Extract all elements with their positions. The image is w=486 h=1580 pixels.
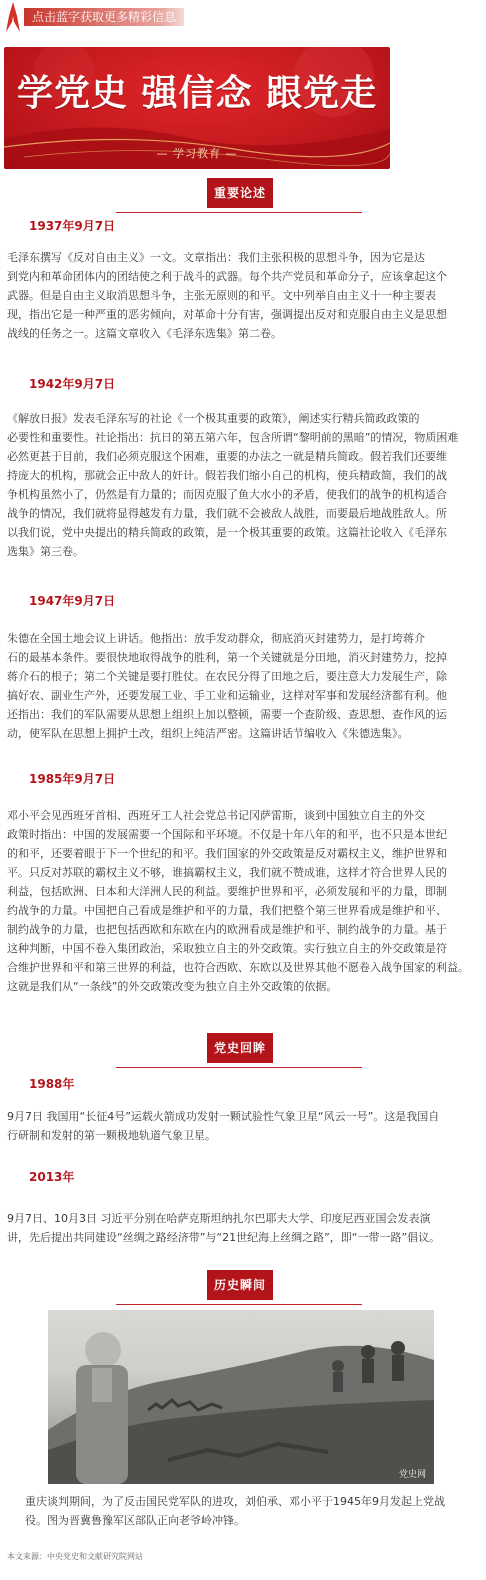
entry-paragraph: 《解放日报》发表毛泽东写的社论《一个极其重要的政策》，阐述实行精兵简政政策的 必要性和重要性。社论指出：抗日的第五第六年，包含所谓“黎明前的黑暗”的情况，物质困难 必然更甚于目前，我们必须克服这个困难，重要的办法之一就是精兵简政。假若我们还要维 持庞大的机构，那就会正中敌人的奸计。假若我们缩小自己的机构，使兵精政简，我们的战 争机构虽然小了，仍然是有力量的；而因克服了鱼大水小的矛盾，使我们的战争的机构适合 战争的情况，我们就将显得越发有力量，我们就不会被敌人战胜，而要最后地战胜敌人。所 以我们说，党中央提出的精兵简政的政策，是一个极其重要的政策。这篇社论收入《毛泽东 选集》第三卷。 <box>7 412 459 558</box>
entry-paragraph: 9月7日 我国用“长征4号”运载火箭成功发射一颗试验性气象卫星“风云一号”。这是我国自 行研制和发射的第一颗极地轨道气象卫星。 <box>7 1110 440 1142</box>
section-header-moment <box>0 1270 486 1306</box>
section-underline <box>116 212 362 213</box>
section-underline <box>116 1304 362 1305</box>
hero-banner <box>4 47 390 169</box>
entry-date: 1947年9月7日 <box>29 594 116 608</box>
photo-illustration <box>48 1310 434 1484</box>
section-badge: 历史瞬间 <box>207 1270 273 1300</box>
entry-paragraph: 邓小平会见西班牙首相、西班牙工人社会党总书记冈萨雷斯，谈到中国独立自主的外交 政策时指出：中国的发展需要一个国际和平环境。不仅是十年八年的和平，也不只是本世纪 的和平，还要着眼于下一个世纪的和平。我们国家的外交政策是反对霸权主义，维护世界和 平。只反对苏联的霸权主义不够，谁搞霸权主义，我们就不赞成谁，这样才符合世界人民的 利益，包括欧洲、日本和大洋洲人民的利益。要维护世界和平，必须发展和平的力量，即制 约战争的力量。中国把自己看成是维护和平的力量，我们把整个第三世界看成是维护和平、 制约战争的力量，也把包括西欧和东欧在内的欧洲看成是维护和平、制约战争的力量。基于 这种判断，中国不卷入集团政治，采取独立自主的外交政策。实行独立自主的外交政策是符 合维护世界和平和第三世界的利益，也符合西欧、东欧以及世界其他不愿卷入战争国家的利益。 这就是我们从“一条线”的外交政策改变为独立自主外交政策的依据。 <box>7 809 469 993</box>
photo-caption: 重庆谈判期间，为了反击国民党军队的进攻，刘伯承、邓小平于1945年9月发起上党战 役。图为晋冀鲁豫军区部队正向老爷岭冲锋。 <box>25 1495 445 1527</box>
entry-date: 1988年 <box>29 1077 75 1091</box>
section-header-review <box>0 1033 486 1069</box>
banner-subtitle: — 学习教育 — <box>156 147 238 160</box>
banner-title: 学党史 强信念 跟党走 <box>16 72 378 114</box>
section-header-important <box>0 178 486 214</box>
follow-prompt[interactable]: 点击蓝字获取更多精彩信息 <box>24 8 184 26</box>
entry-paragraph: 朱德在全国土地会议上讲话。他指出：放手发动群众，彻底消灭封建势力，是打垮蒋介 石的最基本条件。要很快地取得战争的胜利，第一个关键就是分田地，消灭封建势力，挖掉 蒋介石的根子；第二个关键是要打胜仗。在农民分得了田地之后，要注意大力发展生产，除 搞好农、副业生产外，还要发展工业、手工业和运输业，这样对军事和发展经济都有利。他 还指出：我们的军队需要从思想上组织上加以整顿，需要一个查阶级、查思想、查作风的运 动，使军队在思想上拥护土改，组织上纯洁严密。这篇讲话节编收入《朱德选集》。 <box>7 632 447 740</box>
entry-date: 2013年 <box>29 1170 75 1184</box>
historical-photo <box>48 1310 434 1484</box>
photo-watermark: 党史网 <box>398 1470 426 1480</box>
entry-paragraph: 毛泽东撰写《反对自由主义》一文。文章指出：我们主张积极的思想斗争，因为它是达 到党内和革命团体内的团结使之利于战斗的武器。每个共产党员和革命分子，应该拿起这个 武器。但是自由主义取消思想斗争，主张无原则的和平。文中列举自由主义十一种主要表 现，指出它是一种严重的恶劣倾向，对革命十分有害，强调提出反对和克服自由主义是思想 战线的任务之一。这篇文章收入《毛泽东选集》第二卷。 <box>7 251 447 340</box>
source-note: 本文来源：中央党史和文献研究院网站 <box>7 1552 143 1561</box>
section-badge: 重要论述 <box>207 178 273 208</box>
entry-date: 1985年9月7日 <box>29 772 116 786</box>
entry-date: 1942年9月7日 <box>29 377 116 391</box>
top-bar <box>0 0 486 38</box>
entry-paragraph: 9月7日、10月3日 习近平分别在哈萨克斯坦纳扎尔巴耶夫大学、印度尼西亚国会发表演 讲，先后提出共同建设“丝绸之路经济带”与“21世纪海上丝绸之路”，即“一带一路”倡议。 <box>7 1212 441 1244</box>
entry-date: 1937年9月7日 <box>29 219 116 233</box>
ribbon-icon <box>6 2 20 32</box>
section-badge: 党史回眸 <box>207 1033 273 1063</box>
section-underline <box>116 1067 362 1068</box>
